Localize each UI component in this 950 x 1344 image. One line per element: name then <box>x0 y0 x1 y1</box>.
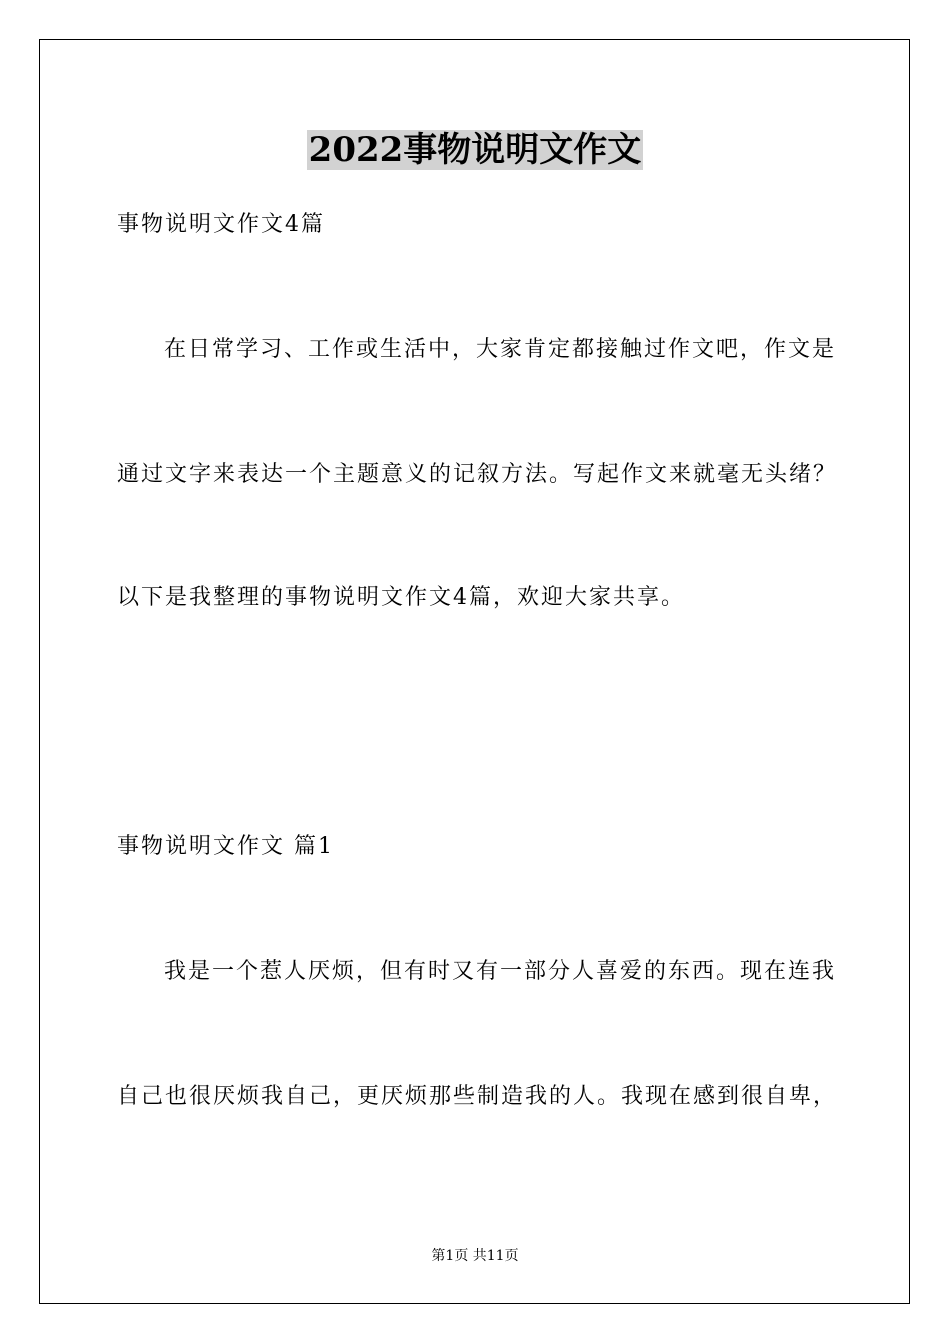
document-title <box>0 128 950 172</box>
intro-line-2: 通过文字来表达一个主题意义的记叙方法。写起作文来就毫无头绪？ <box>117 462 838 487</box>
document-title-text: 2022事物说明文作文 <box>308 130 642 170</box>
section-line-1: 我是一个惹人厌烦，但有时又有一部分人喜爱的东西。现在连我 <box>164 959 837 984</box>
intro-line-1: 在日常学习、工作或生活中，大家肯定都接触过作文吧，作文是 <box>164 337 837 362</box>
intro-line-3: 以下是我整理的事物说明文作文4篇，欢迎大家共享。 <box>117 585 685 610</box>
section-heading: 事物说明文作文 篇1 <box>117 834 334 859</box>
section-line-2: 自己也很厌烦我自己，更厌烦那些制造我的人。我现在感到很自卑， <box>117 1084 838 1109</box>
page-number-footer: 第1页 共11页 <box>431 1248 519 1264</box>
document-subtitle: 事物说明文作文4篇 <box>117 212 325 237</box>
